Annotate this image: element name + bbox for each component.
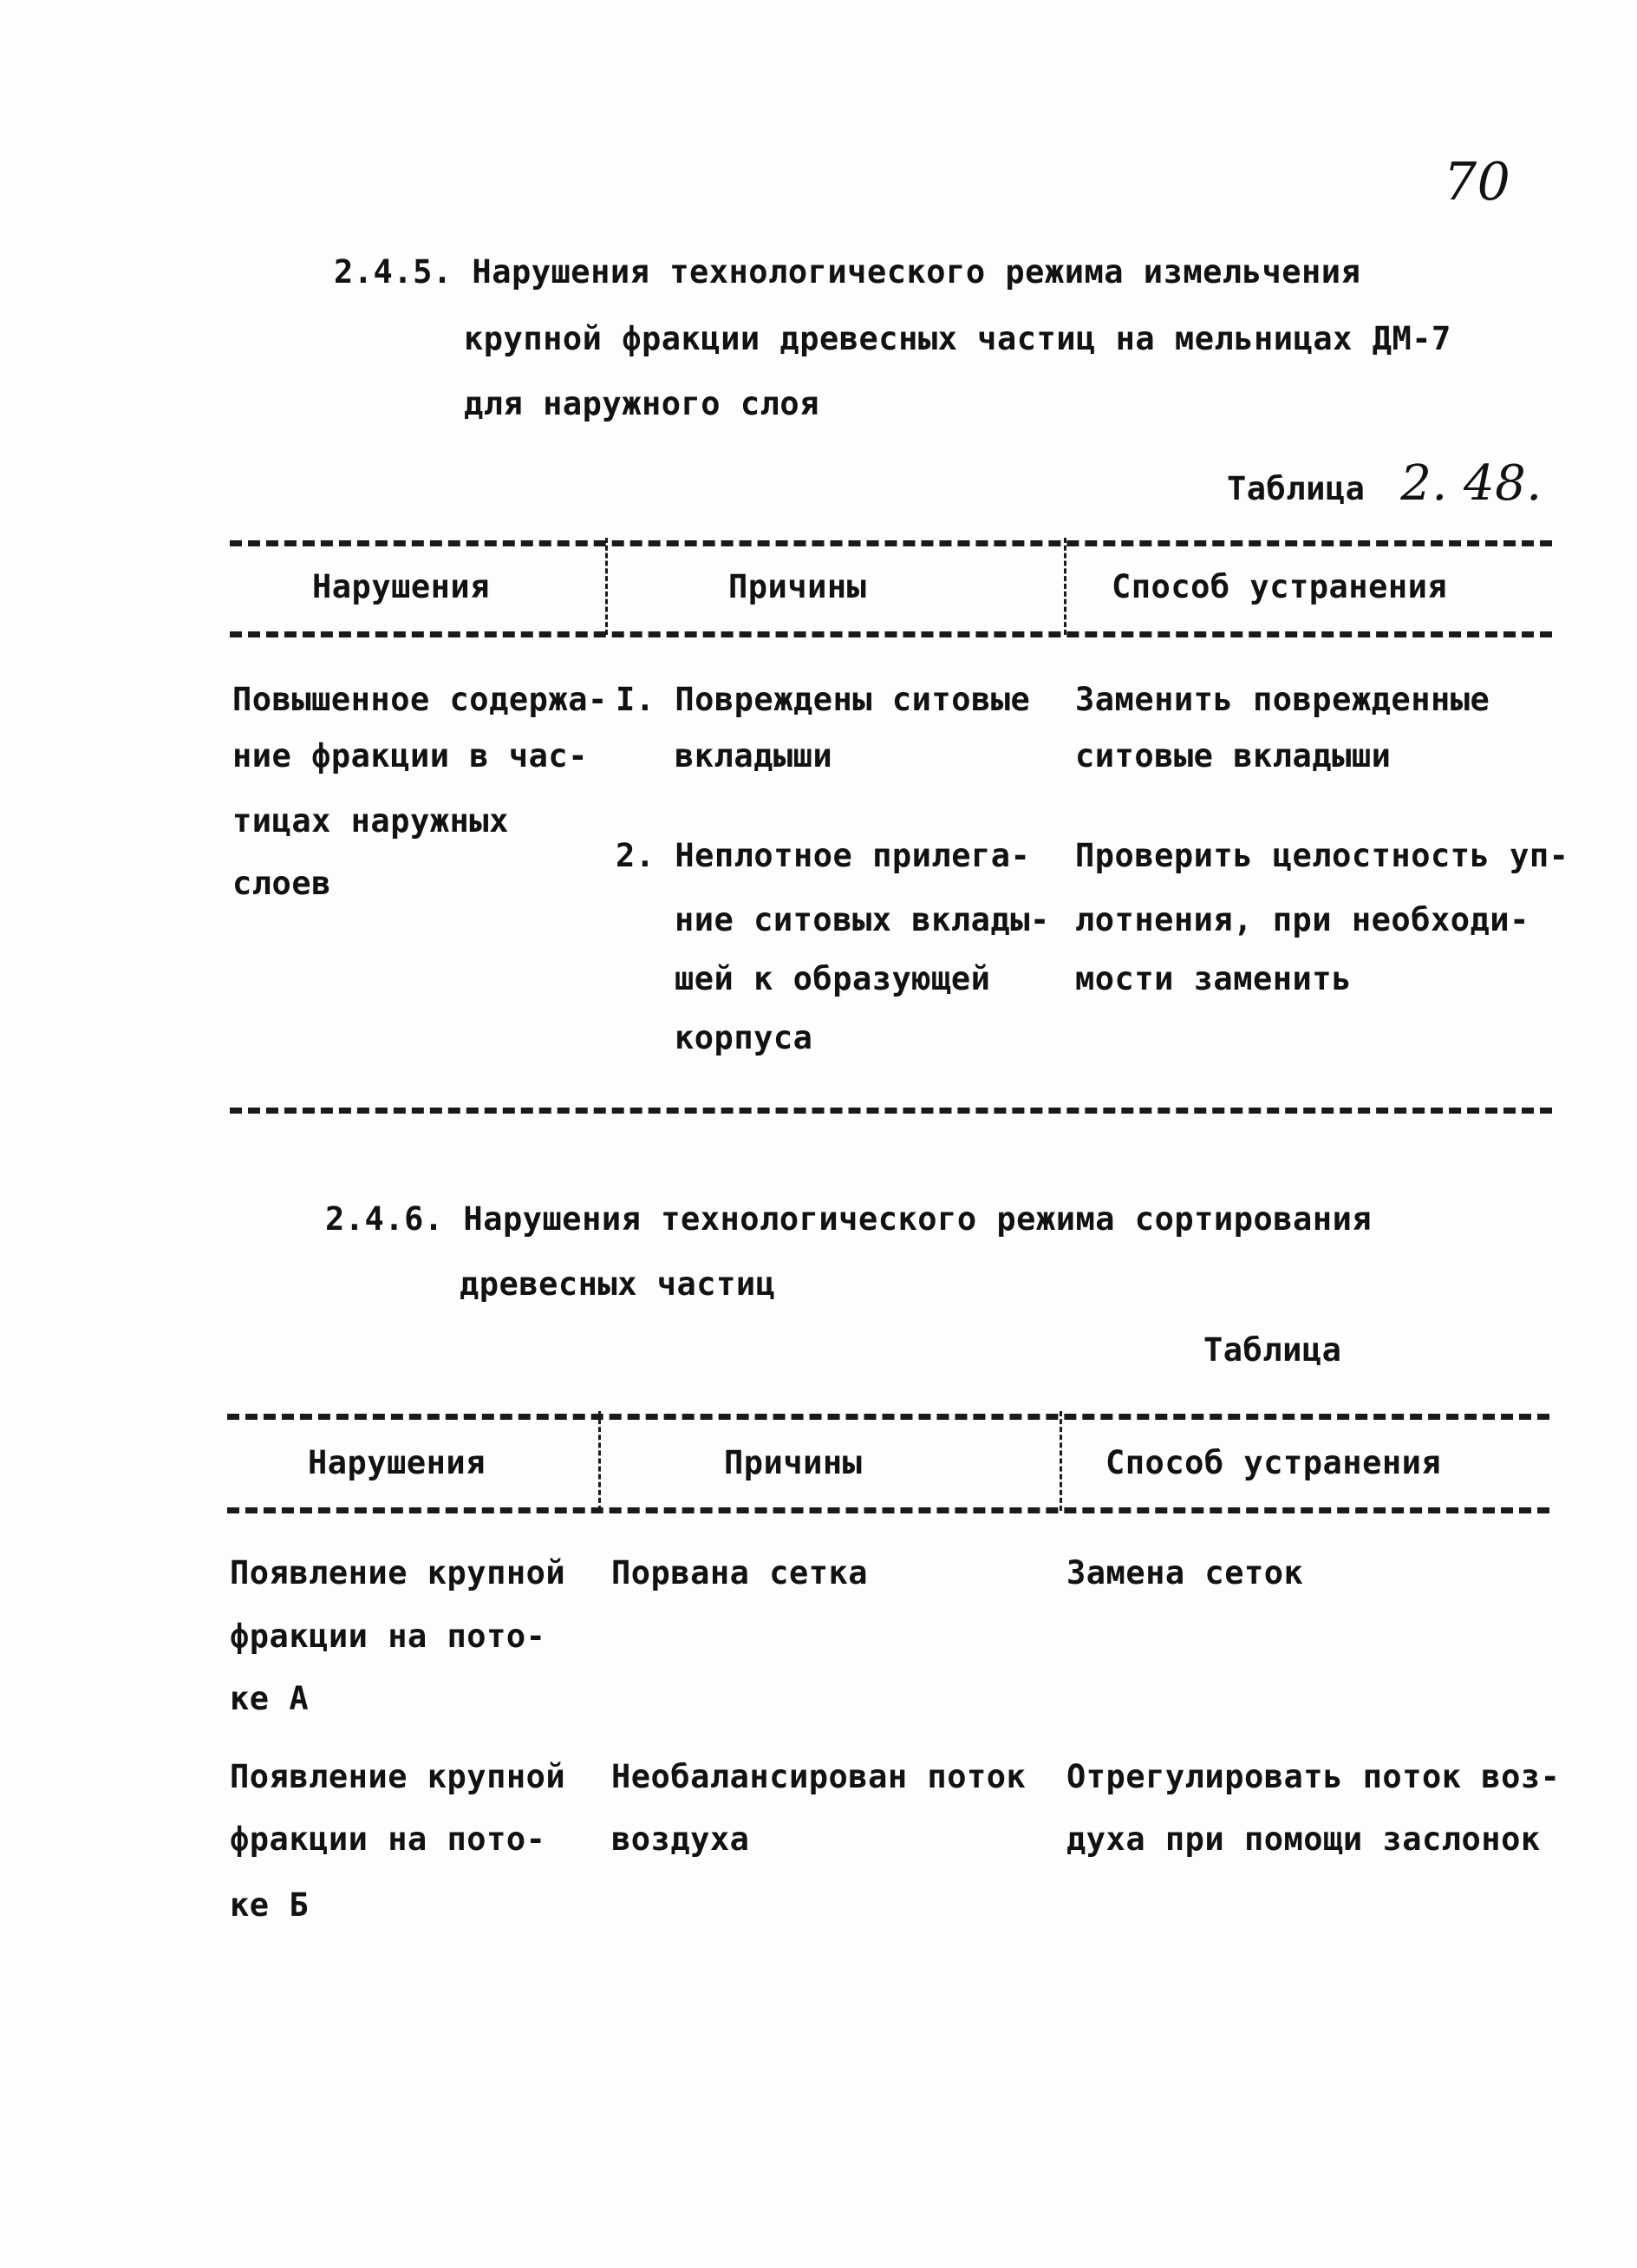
table-top-rule: [230, 540, 1552, 546]
cause-line: ние ситовых вклады-: [675, 901, 1050, 938]
violation-line: тицах наружных: [232, 802, 509, 840]
remedy-line: ситовые вкладыши: [1075, 737, 1392, 775]
remedy-line: лотнения, при необходи-: [1075, 901, 1529, 938]
section-heading-line-1: 2.4.6. Нарушения технологического режима сортирования: [325, 1200, 1373, 1238]
column-separator: [598, 1411, 601, 1511]
remedy-line: Замена сеток: [1066, 1554, 1304, 1592]
table-header-rule: [230, 631, 1552, 637]
cause-line: воздуха: [611, 1820, 750, 1858]
column-header-remedies: Способ устранения: [1105, 1444, 1442, 1481]
column-separator: [1060, 1411, 1062, 1511]
table-bottom-rule: [230, 1108, 1552, 1114]
table-number: 2. 48.: [1400, 455, 1542, 512]
cause-line: Порвана сетка: [611, 1554, 869, 1592]
cause-line: 2. Неплотное прилега-: [616, 837, 1031, 874]
column-separator: [605, 538, 608, 635]
remedy-line: Проверить целостность уп-: [1075, 837, 1569, 874]
remedy-line: Заменить поврежденные: [1075, 681, 1490, 718]
section-heading-line-2: крупной фракции древесных частиц на мельницах ДМ-7: [464, 320, 1451, 357]
cause-line: Необалансирован поток: [611, 1758, 1027, 1795]
table-header-rule: [227, 1507, 1549, 1513]
violation-line: Повышенное содержа-: [232, 681, 608, 718]
cause-line: шей к образующей: [675, 960, 991, 997]
column-header-violations: Нарушения: [308, 1444, 486, 1481]
cause-line: вкладыши: [675, 737, 833, 775]
table-label-text: Таблица: [1227, 470, 1366, 507]
column-header-violations: Нарушения: [312, 568, 490, 605]
violation-line: фракции на пото-: [230, 1618, 546, 1655]
column-header-remedies: Способ устранения: [1112, 568, 1448, 605]
remedy-line: Отрегулировать поток воз-: [1066, 1758, 1561, 1795]
remedy-line: духа при помощи заслонок: [1066, 1820, 1541, 1858]
violation-line: слоев: [232, 865, 331, 902]
remedy-line: мости заменить: [1075, 960, 1352, 997]
column-header-causes: Причины: [728, 568, 867, 605]
violation-line: ке Б: [230, 1886, 310, 1924]
cause-line: корпуса: [675, 1019, 813, 1056]
section-heading-line-3: для наружного слоя: [464, 385, 819, 422]
violation-line: Появление крупной: [230, 1758, 566, 1795]
table-label: Таблица: [1203, 1331, 1342, 1369]
column-separator: [1064, 538, 1066, 635]
section-heading-line-1: 2.4.5. Нарушения технологического режима измельчения: [334, 253, 1361, 291]
violation-line: фракции на пото-: [230, 1820, 546, 1858]
table-label: [1227, 455, 1542, 512]
violation-line: ние фракции в час-: [232, 737, 588, 775]
page-number: 70: [1444, 152, 1511, 212]
violation-line: ке А: [230, 1680, 310, 1717]
violation-line: Появление крупной: [230, 1554, 566, 1592]
section-heading-line-2: древесных частиц: [460, 1265, 776, 1303]
cause-line: I. Повреждены ситовые: [616, 681, 1031, 718]
column-header-causes: Причины: [724, 1444, 863, 1481]
table-top-rule: [227, 1414, 1549, 1420]
